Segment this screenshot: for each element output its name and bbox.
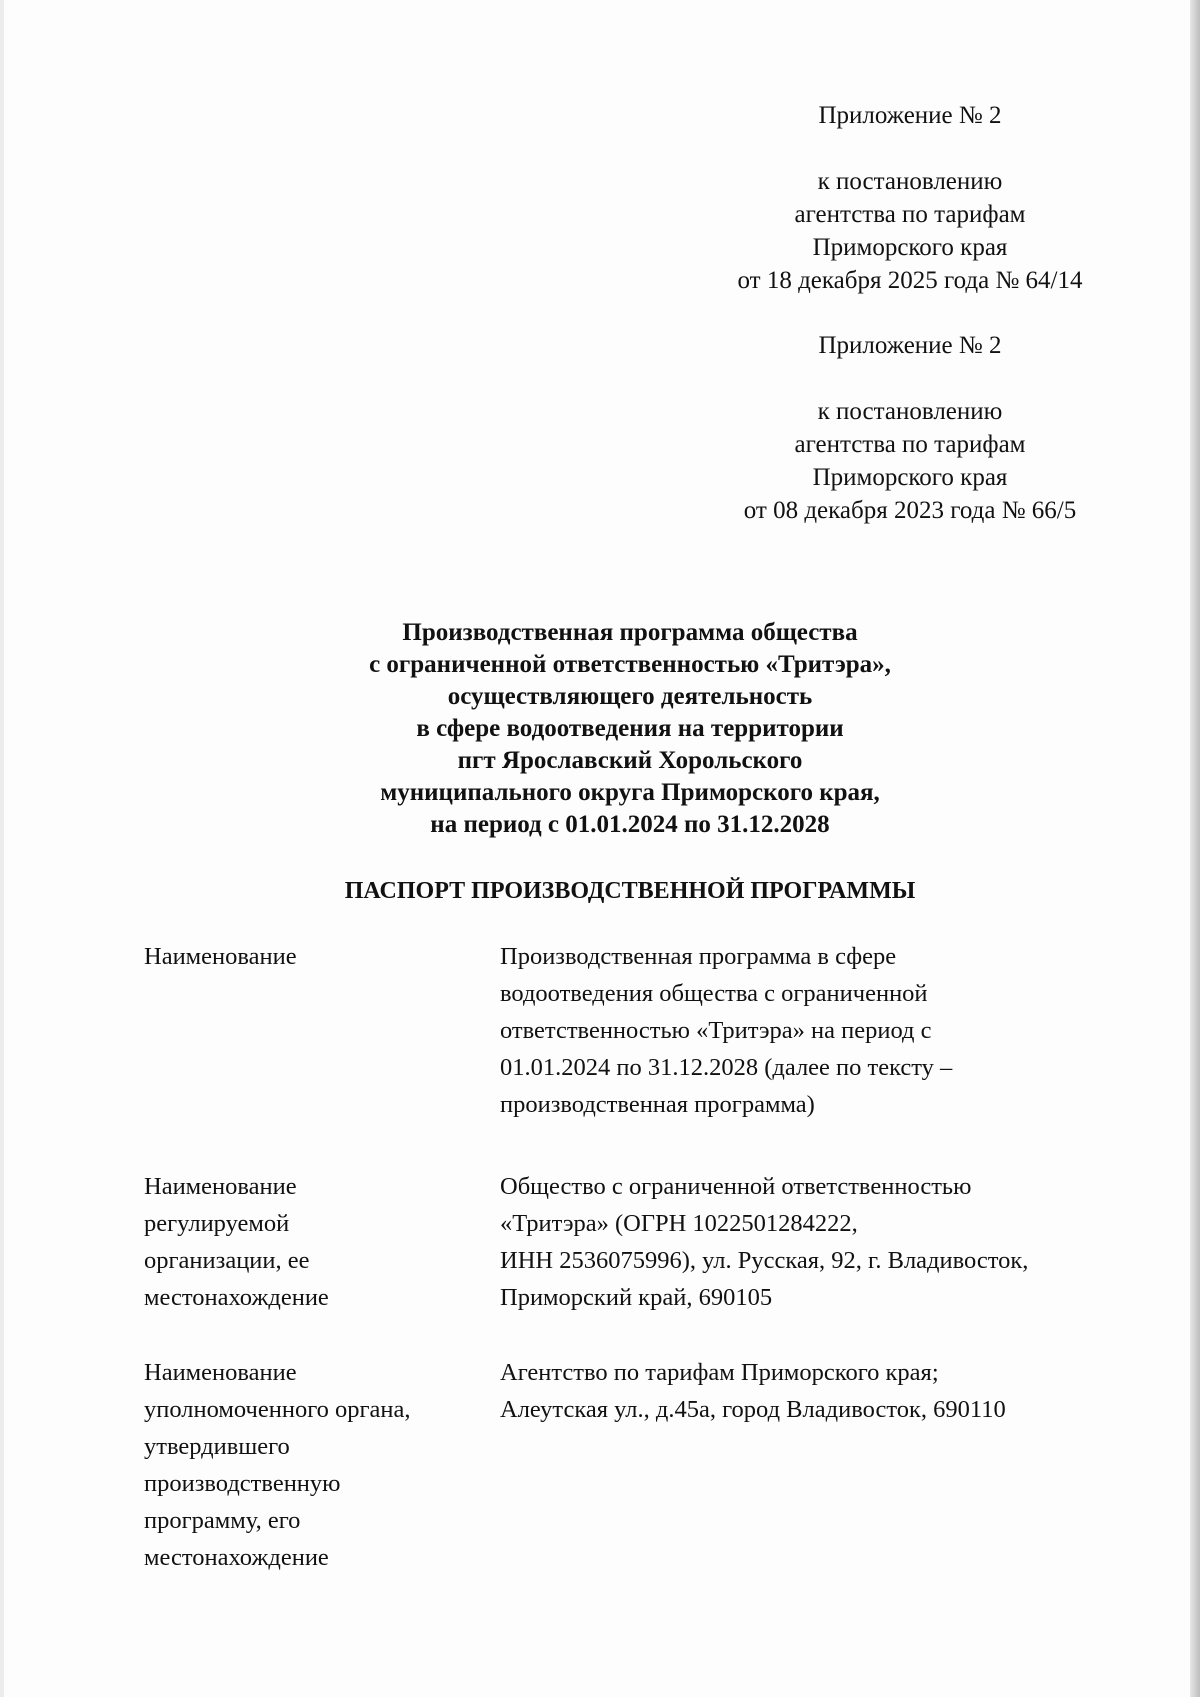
program-title-line: Производственная программа общества: [402, 619, 858, 646]
value-line: ответственностью «Тритэра» на период с: [500, 1017, 932, 1044]
value-line: Общество с ограниченной ответственностью: [500, 1173, 972, 1200]
passport-row-value: [500, 1168, 1140, 1316]
annex-line: агентства по тарифам: [794, 431, 1026, 458]
label-line: уполномоченного органа,: [144, 1396, 411, 1423]
annex-spacer: [680, 362, 1140, 395]
program-title-line: пгт Ярославский Хорольского: [457, 747, 803, 774]
annex-title: Приложение № 2: [818, 332, 1002, 359]
annex-line: от 08 декабря 2023 года № 66/5: [743, 497, 1077, 524]
program-title-line: осуществляющего деятельность: [447, 683, 813, 710]
annex-title: Приложение № 2: [818, 102, 1002, 129]
value-line: ИНН 2536075996), ул. Русская, 92, г. Владивосток,: [500, 1247, 1029, 1274]
value-line: Приморский край, 690105: [500, 1284, 773, 1311]
value-line: 01.01.2024 по 31.12.2028 (далее по тексту –: [500, 1054, 953, 1081]
program-title-line: с ограниченной ответственностью «Тритэра»,: [369, 651, 891, 678]
value-line: водоотведения общества с ограниченной: [500, 980, 928, 1007]
passport-row-value: [500, 1354, 1140, 1428]
annex-line: от 18 декабря 2025 года № 64/14: [737, 267, 1083, 294]
program-title: [160, 617, 1100, 841]
label-line: Наименование: [144, 943, 297, 970]
annex-header-previous: [680, 329, 1140, 527]
label-line: производственную: [144, 1470, 341, 1497]
label-line: регулируемой: [144, 1210, 290, 1237]
value-line: Алеутская ул., д.45а, город Владивосток, 690110: [500, 1396, 1006, 1423]
program-title-line: муниципального округа Приморского края,: [380, 779, 880, 806]
annex-line: к постановлению: [817, 398, 1003, 425]
annex-line: агентства по тарифам: [794, 201, 1026, 228]
annex-spacer: [680, 132, 1140, 165]
annex-header-current: [680, 99, 1140, 297]
label-line: программу, его: [144, 1507, 301, 1534]
passport-row-label: [144, 1354, 474, 1576]
program-title-line: на период с 01.01.2024 по 31.12.2028: [430, 811, 830, 838]
label-line: местонахождение: [144, 1544, 329, 1571]
program-title-line: в сфере водоотведения на территории: [416, 715, 844, 742]
label-line: утвердившего: [144, 1433, 290, 1460]
value-line: производственная программа): [500, 1091, 815, 1118]
scan-edge-right: [1190, 0, 1200, 1697]
annex-line: Приморского края: [812, 464, 1008, 491]
value-line: «Тритэра» (ОГРН 1022501284222,: [500, 1210, 858, 1237]
label-line: Наименование: [144, 1173, 297, 1200]
value-line: Производственная программа в сфере: [500, 943, 897, 970]
label-line: местонахождение: [144, 1284, 329, 1311]
label-line: организации, ее: [144, 1247, 310, 1274]
passport-row-label: [144, 1168, 474, 1316]
annex-line: Приморского края: [812, 234, 1008, 261]
passport-heading: ПАСПОРТ ПРОИЗВОДСТВЕННОЙ ПРОГРАММЫ: [344, 878, 916, 904]
label-line: Наименование: [144, 1359, 297, 1386]
passport-row-label: [144, 938, 474, 975]
passport-row-value: [500, 938, 1140, 1123]
annex-line: к постановлению: [817, 168, 1003, 195]
scan-edge-left: [0, 0, 4, 1697]
value-line: Агентство по тарифам Приморского края;: [500, 1359, 939, 1386]
